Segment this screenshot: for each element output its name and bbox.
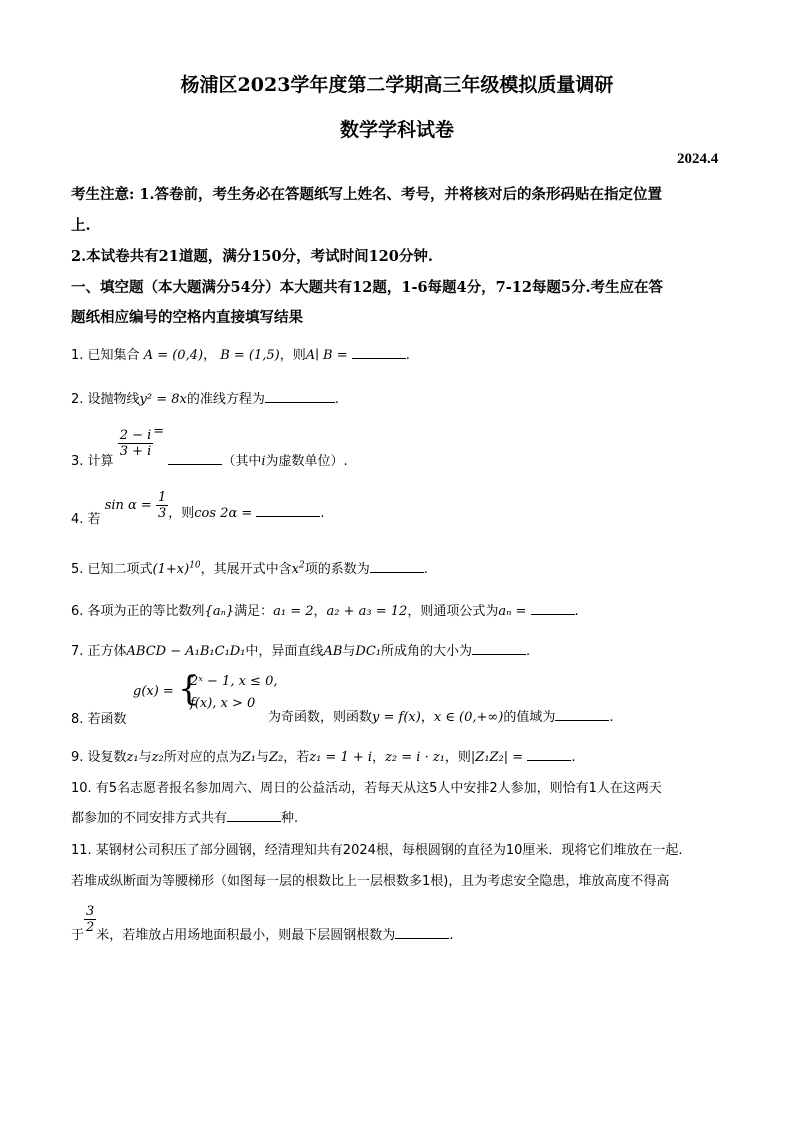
question-1: 1. 已知集合 A = (0,4)， B = (1,5)，则A∣ B = . [71, 348, 410, 363]
answer-blank-6[interactable] [531, 602, 575, 615]
answer-blank-9[interactable] [527, 748, 571, 761]
question-9: 9. 设复数z₁与z₂所对应的点为Z₁与Z₂，若z₁ = 1 + i，z₂ = i · z₁，则|Z₁Z₂| = . [71, 750, 576, 765]
section-heading-line-2: 题纸相应编号的空格内直接填写结果 [71, 309, 303, 326]
question-8-rest: 为奇函数，则函数y = f(x)，x ∈ (0,+∞)的值域为 . [268, 710, 614, 725]
answer-blank-2[interactable] [265, 390, 335, 403]
question-8-case-2: f(x), x > 0 [190, 696, 256, 711]
question-10-line-1: 10. 有5名志愿者报名参加周六、周日的公益活动，若每天从这5人中安排2人参加，则恰有1人在这两天 [71, 781, 662, 796]
page-title: 杨浦区2023学年度第二学期高三年级模拟质量调研 [180, 74, 614, 96]
exam-date: 2024.4 [677, 151, 719, 167]
answer-blank-10[interactable] [227, 809, 281, 822]
page-subtitle: 数学学科试卷 [339, 119, 454, 141]
question-8-lead: 8. 若函数 [71, 712, 127, 727]
answer-blank-5[interactable] [370, 560, 424, 573]
fraction-q4: $\frac{1}{3}$ [157, 490, 167, 521]
question-3: 3. 计算 $\frac{2 - i}{3 + i}$ = （其中i为虚数单位）. [71, 424, 348, 469]
question-6: 6. 各项为正的等比数列{aₙ}满足：a₁ = 2，a₂ + a₃ = 12，则通项公式为aₙ = . [71, 604, 579, 619]
answer-blank-4[interactable] [256, 504, 320, 517]
answer-blank-11[interactable] [395, 926, 449, 939]
question-11-line-1: 11. 某钢材公司积压了部分圆钢，经清理知共有2024根，每根圆钢的直径为10厘米．现将它们堆放在一起. [71, 843, 683, 858]
answer-blank-3[interactable] [168, 452, 222, 465]
question-7: 7. 正方体ABCD − A₁B₁C₁D₁中，异面直线AB与DC₁所成角的大小为 . [71, 644, 531, 659]
piecewise-brace: { [178, 669, 200, 709]
section-heading-line-1: 一、填空题（本大题满分54分）本大题共有12题，1-6每题4分，7-12每题5分.考生应在答 [71, 279, 664, 296]
answer-blank-1[interactable] [352, 346, 406, 359]
question-10-line-2: 都参加的不同安排方式共有 种. [71, 811, 299, 826]
notice-line-2: 2.本试卷共有21道题，满分150分，考试时间120分钟. [71, 248, 433, 265]
notice-line-1: 考生注意: 1.答卷前，考生务必在答题纸写上姓名、考号，并将核对后的条形码贴在指定位置 [71, 186, 663, 203]
fraction-q11: $\frac{3}{2}$ [86, 904, 95, 935]
question-2: 2. 设抛物线y² = 8x的准线方程为 . [71, 392, 340, 407]
question-4: 4. 若 sin α = $\frac{1}{3}$ ，则cos 2α = . [71, 490, 325, 527]
question-11-line-3: 于 $\frac{3}{2}$ 米，若堆放占用场地面积最小，则最下层圆钢根数为 . [71, 904, 454, 943]
fraction-q3: $\frac{2 - i}{3 + i}$ [119, 428, 152, 459]
answer-blank-8[interactable] [555, 708, 609, 721]
question-11-line-2: 若堆成纵断面为等腰梯形（如图每一层的根数比上一层根数多1根)，且为考虑安全隐患，堆放高度不得高 [71, 874, 670, 889]
question-8-case-1: 2ˣ − 1, x ≤ 0, [190, 674, 278, 689]
answer-blank-7[interactable] [472, 642, 526, 655]
question-5: 5. 已知二项式$(1+x)^{10}$，其展开式中含$x^2$项的系数为 . [71, 560, 428, 577]
notice-line-1b: 上. [71, 217, 91, 234]
question-8-function: g(x) = [133, 684, 174, 699]
